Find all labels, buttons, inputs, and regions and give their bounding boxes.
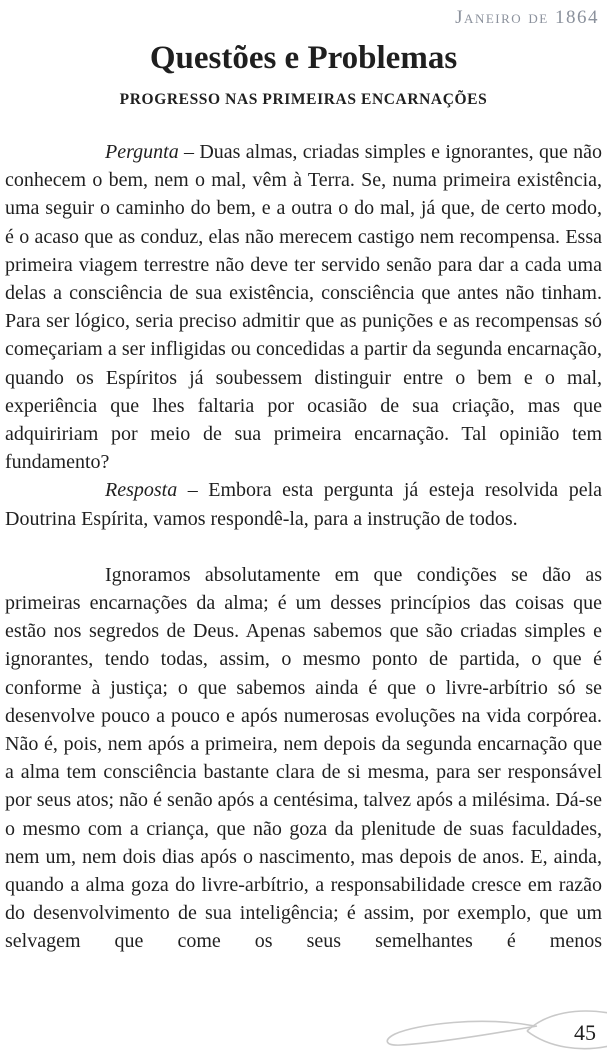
paragraph-text: Duas almas, criadas simples e ignorantes, que não conhecem o bem, nem o mal, vêm à Terra. Se, numa primeira existência, uma seguir o caminho do bem, e a outra o do mal, já que, de certo modo, é o acaso que as conduz, elas não merecem castigo nem recompensa. Essa primeira viagem terrestre não deve ter servido senão para dar a cada uma delas a consciência de sua existência, consciência que antes não tinham. Para ser lógico, seria preciso admitir que as punições e as recompensas só começariam a ser infligidas ou concedidas a partir da segunda encarnação, quando os Espíritos já soubessem distinguir entre o bem e o mal, experiência que lhes faltaria por ocasião de sua criação, mas que adquiririam por meio de sua primeira encarnação. Tal opinião tem fundamento?: [5, 141, 603, 474]
paragraph-resposta: [5, 476, 602, 532]
running-head-date: Janeiro de 1864: [455, 7, 599, 28]
paragraph-text: Ignoramos absolutamente em que condições se dão as primeiras encarnações da alma; é um desses princípios das coisas que estão nos segredos de Deus. Apenas sabemos que são criadas simples e ignorantes, tendo todas, assim, o mesmo ponto de partida, o que é conforme à justiça; o que sabemos ainda é que o livre-arbítrio só se desenvolve pouco a pouco e após numerosas evoluções na vida corpórea. Não é, pois, nem após a primeira, nem depois da segunda encarnação que a alma tem consciência bastante clara de si mesma, para ser responsável por seus atos; não é senão após a centésima, talvez após a milésima. Dá-se o mesmo com a criança, que não goza da plenitude de suas faculdades, nem um, nem dois dias após o nascimento, mas depois de anos. E, ainda, quando a alma goza do livre-arbítrio, a responsabilidade cresce em razão do desenvolvimento de sua inteligência; é assim, por exemplo, que um selvagem que come os seus semelhantes é menos: [5, 563, 602, 953]
body-text: [0, 138, 607, 956]
paragraph-pergunta: [5, 138, 602, 476]
flourish-icon: [377, 1004, 607, 1052]
paragraph-dash: –: [184, 141, 195, 163]
page-title: Questões e Problemas: [149, 40, 458, 76]
paragraph-label-resposta: Resposta: [105, 479, 178, 502]
page-number: 45: [574, 1020, 596, 1045]
paragraph-ignoramos: [5, 561, 602, 956]
section-subtitle: PROGRESSO NAS PRIMEIRAS ENCARNAÇÕES: [119, 91, 488, 108]
paragraph-label-pergunta: Pergunta: [105, 141, 179, 163]
page-footer: [377, 1004, 607, 1052]
paragraph-text: Embora esta pergunta já esteja resolvida pela Doutrina Espírita, vamos respondê-la, para a instrução de todos.: [5, 479, 603, 530]
paragraph-dash: –: [187, 479, 198, 502]
